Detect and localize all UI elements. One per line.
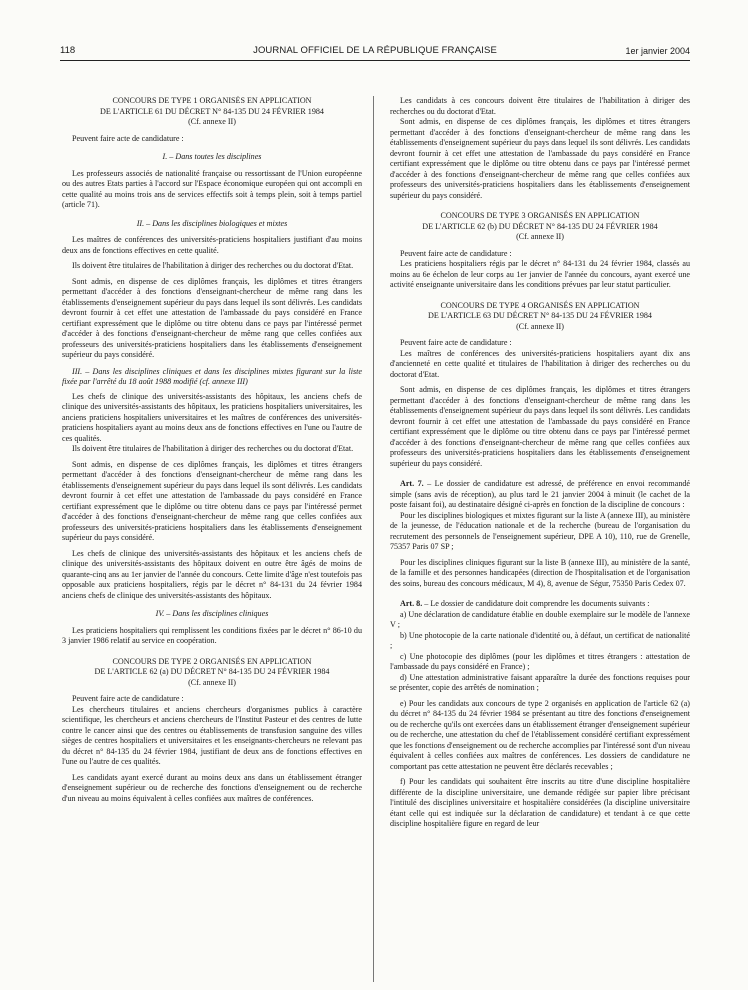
column-divider — [373, 96, 374, 982]
paragraph: Sont admis, en dispense de ces diplômes français, les diplômes et titres étrangers permettant d'accéder à des fonctions d'enseignant-chercheur de même rang dans les établissements d'enseignement supérieur du pays dans lequel ils sont délivrés. Les candidats devront fournir à cet effet une attestation de l'ambassade du pays considéré en France certifiant expressément que le diplôme ou titre obtenu dans ce pays par l'intéressé permet d'accéder à des fonctions d'enseignant-chercheur de même rang que celles confiées aux professeurs des universités-praticiens hospitaliers dans les établissements d'enseignement supérieur du pays considéré. — [62, 459, 362, 542]
paragraph: Peuvent faire acte de candidature : — [72, 133, 184, 143]
paragraph: Peuvent faire acte de candidature : — [400, 248, 512, 258]
subsection-heading: IV. – Dans les disciplines cliniques — [155, 609, 269, 618]
paragraph: Les chefs de clinique des universités-assistants des hôpitaux, les anciens chefs de clinique des universités-assistants des hôpitaux, les praticiens hospitaliers universitaires, les anciens praticiens hospitaliers universitaires et les maîtres de conférences des universités-praticiens hospitaliers ayant au moins deux ans de fonctions effectives en l'une ou l'autre de ces qualités. — [62, 391, 362, 443]
page-number: 118 — [60, 45, 76, 56]
section-title: DE L'ARTICLE 62 (b) DU DÉCRET N° 84-135 DU 24 FÉVRIER 1984 — [422, 221, 658, 231]
type1-section — [62, 96, 362, 647]
section-title: DE L'ARTICLE 63 DU DÉCRET N° 84-135 DU 24 FÉVRIER 1984 — [428, 311, 652, 320]
paragraph: Peuvent faire acte de candidature : — [72, 694, 184, 703]
paragraph: Art. 8. – Le dossier de candidature doit comprendre les documents suivants : — [400, 599, 650, 608]
paragraph: Art. 7. – Le dossier de candidature est adressé, de préférence en envoi recommandé simple (sans avis de réception), au plus tard le 21 janvier 2004 à minuit (le cachet de la poste faisant foi), au destinataire désigné ci-après en fonction de la discipline de concours : — [390, 479, 690, 509]
paragraph: Sont admis, en dispense de ces diplômes français, les diplômes et titres étrangers permettant d'accéder à des fonctions d'enseignant-chercheur de même rang dans les établissements d'enseignement supérieur du pays dans lequel ils sont délivrés. Les candidats devront fournir à cet effet une attestation de l'ambassade du pays considéré en France certifiant expressément que le diplôme ou titre obtenu dans ce pays par l'intéressé permet d'accéder à des fonctions d'enseignant-chercheur de même rang que celles confiées aux professeurs des universités-praticiens hospitaliers dans les établissements d'enseignement supérieur du pays considéré. — [390, 117, 690, 200]
section-title: DE L'ARTICLE 61 DU DÉCRET N° 84-135 DU 24 FÉVRIER 1984 — [100, 106, 324, 116]
right-column — [390, 96, 690, 986]
article-7 — [390, 479, 690, 589]
paragraph: Ils doivent être titulaires de l'habilitation à diriger des recherches ou du doctorat d'Etat. — [72, 444, 354, 453]
annex-reference: (Cf. annexe II) — [188, 117, 236, 126]
type2-continuation — [390, 96, 690, 201]
paragraph: Les maîtres de conférences des universités-praticiens hospitaliers justifiant d'au moins deux ans de fonctions effectives en cette qualité. — [62, 235, 362, 255]
paragraph: Les candidats à ces concours doivent être titulaires de l'habilitation à diriger des recherches ou du doctorat d'Etat. — [390, 96, 690, 116]
paragraph: Sont admis, en dispense de ces diplômes français, les diplômes et titres étrangers permettant d'accéder à des fonctions d'enseignant-chercheur de même rang dans les établissements d'enseignement supérieur du pays dans lequel ils sont délivrés. Les candidats devront fournir à cet effet une attestation de l'ambassade du pays considéré en France certifiant expressément que le diplôme ou titre obtenu dans ce pays par l'intéressé permet d'accéder à des fonctions d'enseignant-chercheur de même rang que celles confiées aux professeurs des universités-praticiens hospitaliers dans les établissements d'enseignement supérieur du pays considéré. — [390, 385, 690, 468]
paragraph: Les maîtres de conférences des universités-praticiens hospitaliers ayant dix ans d'ancienneté en cette qualité et titulaires de l'habilitation à diriger des recherches ou du doctorat d'Etat. — [390, 348, 690, 379]
paragraph: Les chercheurs titulaires et anciens chercheurs d'organismes publics à caractère scientifique, les chercheurs et anciens chercheurs de l'Institut Pasteur et des centres de lutte contre le cancer ainsi que des centres ou établissements de transfusion sanguine des villes sièges de centres hospitaliers et universitaires et les enseignants-chercheurs ne relevant pas du décret n° 84-135 du 24 février 1984, justifiant de deux ans de fonctions effectives en l'une ou l'autre de ces qualités. — [62, 704, 362, 766]
annex-reference: (Cf. annexe II) — [516, 321, 564, 331]
paragraph: Les praticiens hospitaliers qui remplissent les conditions fixées par le décret n° 86-10 du 3 janvier 1986 relatif au service en coopération. — [62, 625, 362, 645]
article-number: Art. 7. — [400, 479, 424, 488]
section-title: CONCOURS DE TYPE 2 ORGANISÉS EN APPLICATION — [112, 656, 312, 666]
paragraph: Pour les disciplines biologiques et mixtes figurant sur la liste A (annexe III), au ministère de la jeunesse, de l'éducation nationale et de la recherche (bureau de l'organisation du recrutement des personnels de l'enseignement supérieur, DPE A 10), 110, rue de Grenelle, 75357 Paris 07 SP ; — [390, 510, 690, 551]
annex-reference: (Cf. annexe II) — [188, 677, 236, 687]
issue-date: 1er janvier 2004 — [625, 46, 690, 56]
type2-section — [62, 657, 362, 805]
article-number: Art. 8. — [400, 599, 423, 608]
running-header — [60, 46, 690, 61]
subsection-heading: I. – Dans toutes les disciplines — [162, 152, 262, 161]
section-title: CONCOURS DE TYPE 4 ORGANISÉS EN APPLICATION — [440, 300, 640, 310]
left-column — [62, 96, 362, 986]
paragraph: Les praticiens hospitaliers régis par le décret n° 84-131 du 24 février 1984, classés au moins au 6e échelon de leur corps au 1er janvier de l'année du concours, ayant exercé une activité enseignante universitaire dans les conditions prévues par leur statut particulier. — [390, 259, 690, 289]
subsection-heading: II. – Dans les disciplines biologiques et mixtes — [136, 218, 288, 228]
paragraph: Pour les disciplines cliniques figurant sur la liste B (annexe III), au ministère de la santé, de la famille et des personnes handicapées (direction de l'hospitalisation et de l'organisation des soins, bureau des concours médicaux, M 4), 8, avenue de Ségur, 75350 Paris Cedex 07. — [390, 557, 690, 588]
type4-section — [390, 301, 690, 470]
type3-section — [390, 211, 690, 291]
paragraph: Sont admis, en dispense de ces diplômes français, les diplômes et titres étrangers permettant d'accéder à des fonctions d'enseignant-chercheur de même rang dans les établissements d'enseignement supérieur du pays dans lequel ils sont délivrés. Les candidats devront fournir à cet effet une attestation de l'ambassade du pays considéré en France certifiant expressément que le diplôme ou titre obtenu dans ce pays par l'intéressé permet d'accéder à des fonctions d'enseignant-chercheur de même rang que celles confiées aux professeurs des universités-praticiens hospitaliers dans les établissements d'enseignement supérieur du pays considéré. — [62, 276, 362, 359]
list-item: e) Pour les candidats aux concours de type 2 organisés en application de l'article 62 (a) du décret n° 84-135 du 24 février 1984 se présentant au titre des fonctions d'enseignement ou de recherche qu'ils ont exercées dans un établissement étranger d'enseignement supérieur ou de recherche, une attestation du chef de l'établissement considéré certifiant expressément que les fonctions d'enseignement ou de recherche accomplies par l'intéressé sont d'un niveau équivalent à celles confiées aux maîtres de conférences. Les dossiers de candidature ne comportant pas cette attestation ne peuvent être déclarés recevables ; — [390, 698, 690, 771]
section-title: DE L'ARTICLE 62 (a) DU DÉCRET N° 84-135 DU 24 FÉVRIER 1984 — [94, 667, 330, 676]
section-title: CONCOURS DE TYPE 3 ORGANISÉS EN APPLICATION — [440, 211, 640, 220]
paragraph: Ils doivent être titulaires de l'habilitation à diriger des recherches ou du doctorat d'Etat. — [72, 261, 354, 270]
annex-reference: (Cf. annexe II) — [516, 232, 564, 241]
section-title: CONCOURS DE TYPE 1 ORGANISÉS EN APPLICATION — [112, 96, 312, 105]
paragraph: Peuvent faire acte de candidature : — [400, 338, 512, 347]
subsection-heading: III. – Dans les disciplines cliniques et dans les disciplines mixtes figurant sur la liste fixée par l'arrêté du 18 août 1988 modifié (cf. annexe III) — [62, 366, 362, 386]
paragraph: Les chefs de clinique des universités-assistants des hôpitaux et les anciens chefs de clinique des universités-assistants des hôpitaux doivent en outre être âgés de moins de quarante-cinq ans au 1er janvier de l'année du concours. Cette limite d'âge n'est toutefois pas opposable aux praticiens hospitaliers, régis par le décret n° 84-131 du 24 février 1984 anciens chefs de clinique des universités-assistants des hôpitaux. — [62, 548, 362, 600]
list-item: a) Une déclaration de candidature établie en double exemplaire sur le modèle de l'annexe V ; — [390, 609, 690, 629]
list-item: b) Une photocopie de la carte nationale d'identité ou, à défaut, un certificat de nationalité ; — [390, 630, 690, 650]
list-item: c) Une photocopie des diplômes (pour les diplômes et titres étrangers : attestation de l'ambassade du pays considéré en France) ; — [390, 651, 690, 671]
paragraph: Les professeurs associés de nationalité française ou ressortissant de l'Union européenne ou des autres Etats parties à l'accord sur l'Espace économique européen qui ont accompli en cette qualité au moins trois ans de services effectifs soit à temps plein, soit à temps partiel (article 71). — [62, 168, 362, 209]
list-item: f) Pour les candidats qui souhaitent être inscrits au titre d'une discipline hospitalière différente de la discipline universitaire, une demande rédigée sur papier libre précisant l'intitulé des disciplines universitaire et hospitalière considérées (la discipline universitaire étant celle qui est indiquée sur la déclaration de candidature) et tendant à ce que cette discipline hospitalière figure en regard de leur — [390, 777, 690, 828]
journal-title: JOURNAL OFFICIEL DE LA RÉPUBLIQUE FRANÇAISE — [253, 45, 497, 56]
paragraph: Les candidats ayant exercé durant au moins deux ans dans un établissement étranger d'enseignement supérieur ou de recherche des fonctions d'enseignement ou de recherche d'un niveau au moins équivalent à celles confiées aux maîtres de conférences. — [62, 772, 362, 803]
list-item: d) Une attestation administrative faisant apparaître la durée des fonctions requises pour se présenter, copie des arrêtés de nomination ; — [390, 672, 690, 692]
article-8 — [390, 599, 690, 830]
